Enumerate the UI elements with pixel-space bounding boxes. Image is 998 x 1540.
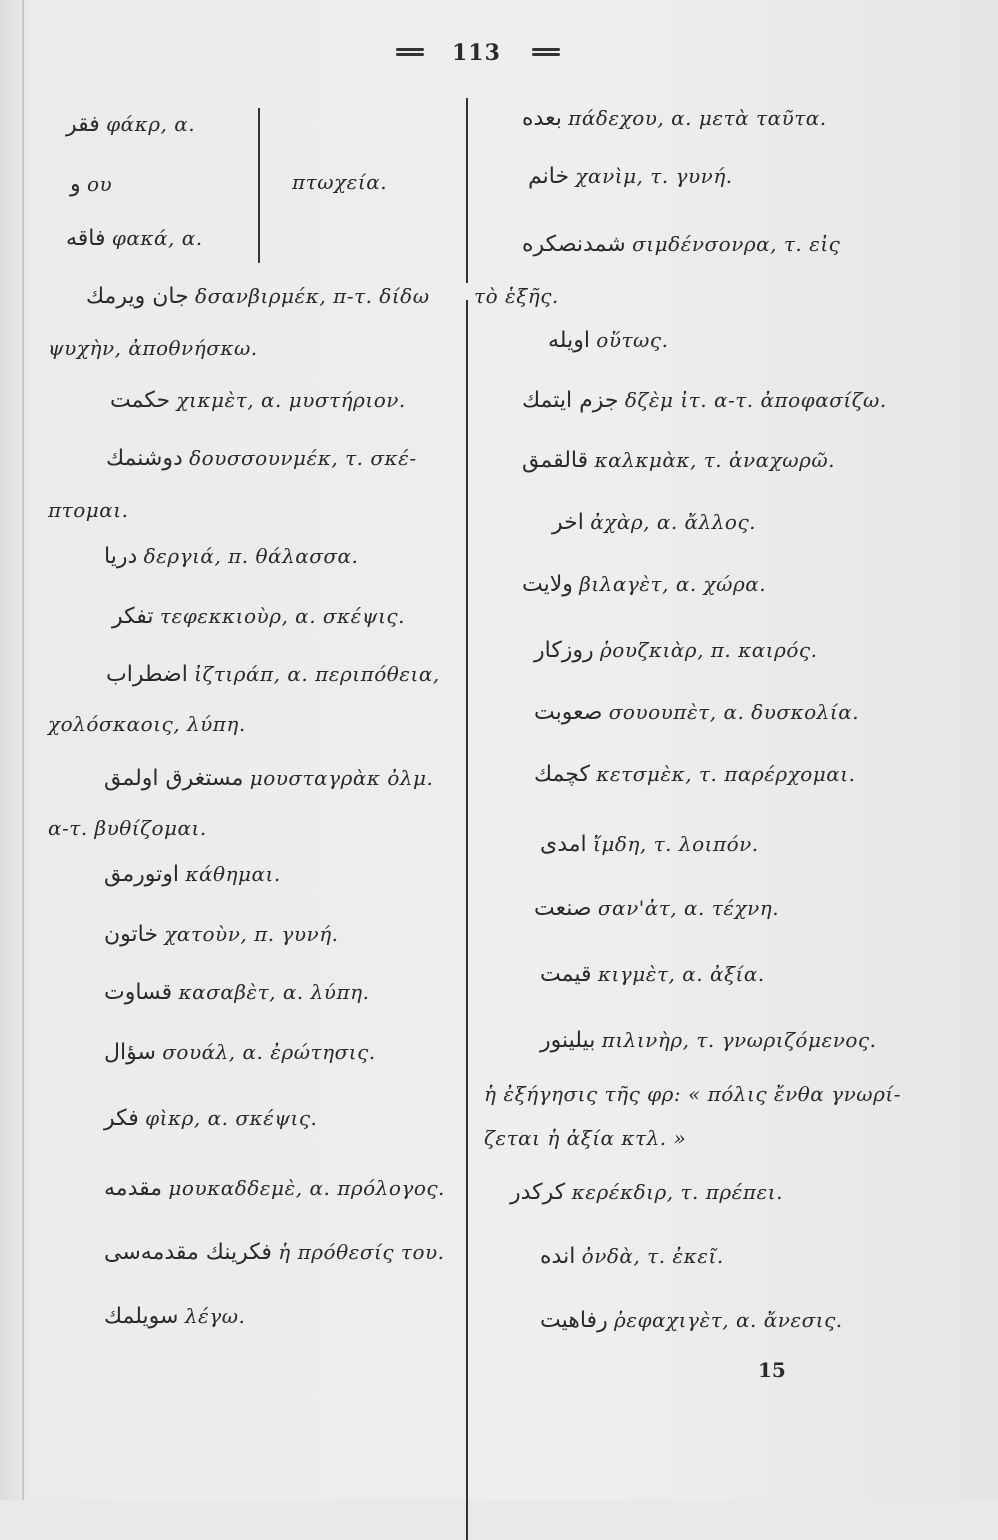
entry bbox=[66, 110, 195, 139]
entry bbox=[540, 1306, 843, 1335]
entry-greek: οὕτως. bbox=[596, 328, 669, 352]
entry-arabic: اوتورمق bbox=[104, 862, 179, 887]
entry-greek: ἡ ἐξήγησις τῆς φρ: « πόλις ἔνθα γνωρί- bbox=[484, 1082, 901, 1106]
entry bbox=[104, 764, 433, 793]
entry-arabic: فكر bbox=[104, 1106, 139, 1131]
entry-greek: κασαβὲτ, α. λύπη. bbox=[178, 980, 370, 1004]
entry bbox=[522, 446, 835, 475]
entry-greek: κερέκδιρ, τ. πρέπει. bbox=[571, 1180, 783, 1204]
signature-mark: 15 bbox=[758, 1358, 786, 1382]
entry bbox=[104, 1302, 245, 1331]
entry-arabic: فاقه bbox=[66, 226, 106, 251]
entry-greek: σουάλ, α. ἐρώτησις. bbox=[162, 1040, 376, 1064]
entry-greek: ἰζτιράπ, α. περιπόθεια, bbox=[194, 662, 440, 686]
entry bbox=[552, 508, 756, 537]
entry bbox=[48, 496, 128, 524]
entry bbox=[540, 830, 759, 859]
entry-greek: δουσσουνμέκ, τ. σκέ- bbox=[189, 446, 417, 470]
entry bbox=[104, 978, 369, 1007]
entry bbox=[48, 710, 246, 738]
entry-greek: ῥεφαχιγὲτ, α. ἄνεσις. bbox=[614, 1308, 843, 1332]
entry bbox=[534, 698, 859, 727]
column-divider bbox=[466, 98, 468, 283]
entry-arabic: بيلينور bbox=[540, 1028, 596, 1053]
entry-greek: πιλινὴρ, τ. γνωριζόμενος. bbox=[601, 1028, 877, 1052]
entry-arabic: و bbox=[70, 172, 81, 197]
entry-greek: κάθημαι. bbox=[185, 862, 281, 886]
entry bbox=[484, 1124, 686, 1152]
entry-greek: χατοὺν, π. γυνή. bbox=[164, 922, 339, 946]
entry-greek: χανὶμ, τ. γυνή. bbox=[575, 164, 733, 188]
entry-greek: χολόσκαοις, λύπη. bbox=[48, 712, 246, 736]
entry-arabic: اخر bbox=[552, 510, 584, 535]
entry-arabic: سؤال bbox=[104, 1040, 156, 1065]
entry bbox=[534, 636, 817, 665]
entry-greek: φακά, α. bbox=[111, 226, 203, 250]
entry bbox=[522, 104, 827, 133]
entry-greek: ἀχὰρ, α. ἄλλος. bbox=[590, 510, 756, 534]
entry-greek: μουσταγρὰκ ὀλμ. bbox=[249, 766, 434, 790]
column-divider bbox=[466, 300, 468, 1540]
entry bbox=[70, 170, 112, 199]
entry-arabic: امدی bbox=[540, 832, 587, 857]
entry-arabic: روزكار bbox=[534, 638, 594, 663]
entry-arabic: ولايت bbox=[522, 572, 573, 597]
entry bbox=[522, 386, 887, 415]
entry-greek: σιμδένσονρα, τ. εἰς bbox=[632, 232, 841, 256]
entry-greek: δζὲμ ἰτ. α-τ. ἀποφασίζω. bbox=[624, 388, 887, 412]
entry-arabic: مقدمه bbox=[104, 1176, 163, 1201]
ornament-left-icon bbox=[396, 46, 424, 58]
entry bbox=[110, 386, 406, 415]
entry-arabic: كركدر bbox=[510, 1180, 566, 1205]
entry-greek: δσανβιρμέκ, π-τ. δίδω bbox=[195, 284, 430, 308]
entry bbox=[112, 602, 405, 631]
entry bbox=[548, 326, 668, 355]
bracket-rule bbox=[258, 108, 260, 263]
entry-greek: ὀνδὰ, τ. ἐκεῖ. bbox=[581, 1244, 724, 1268]
entry-greek: α-τ. βυθίζομαι. bbox=[48, 816, 207, 840]
page-header bbox=[390, 38, 570, 72]
entry bbox=[484, 1080, 901, 1108]
entry-greek: σουουπὲτ, α. δυσκολία. bbox=[608, 700, 860, 724]
page-number: 113 bbox=[452, 40, 501, 66]
entry-arabic: دوشنمك bbox=[106, 446, 183, 471]
entry bbox=[104, 542, 358, 571]
entry-greek: βιλαγὲτ, α. χώρα. bbox=[579, 572, 767, 596]
entry-arabic: جان ويرمك bbox=[86, 284, 189, 309]
entry-greek: ζεται ἡ ἀξία κτλ. » bbox=[484, 1126, 687, 1150]
entry bbox=[522, 230, 840, 259]
entry-greek: σαν'ἀτ, α. τέχνη. bbox=[597, 896, 780, 920]
entry bbox=[104, 1238, 445, 1267]
entry-greek: ἡ πρόθεσίς του. bbox=[278, 1240, 445, 1264]
entry-arabic: انده bbox=[540, 1244, 576, 1269]
entry-arabic: صعوبت bbox=[534, 700, 603, 725]
entry bbox=[534, 760, 855, 789]
entry bbox=[104, 1104, 317, 1133]
entry-arabic: بعده bbox=[522, 106, 562, 131]
entry-greek: τεφεκκιοὺρ, α. σκέψις. bbox=[159, 604, 405, 628]
entry-greek: ου bbox=[86, 172, 113, 196]
entry-greek: χικμὲτ, α. μυστήριον. bbox=[176, 388, 406, 412]
entry bbox=[510, 1178, 783, 1207]
entry bbox=[522, 570, 766, 599]
entry bbox=[534, 894, 779, 923]
entry bbox=[48, 814, 207, 842]
entry-greek: ῥουζκιὰρ, π. καιρός. bbox=[600, 638, 818, 662]
entry-arabic: تفكر bbox=[112, 604, 154, 629]
entry-greek: πτομαι. bbox=[48, 498, 129, 522]
entry-arabic: شمدنصكره bbox=[522, 232, 626, 257]
entry bbox=[48, 334, 258, 362]
entry-arabic: فكرينك مقدمه‌سی bbox=[104, 1240, 272, 1265]
entry-arabic: حكمت bbox=[110, 388, 171, 413]
entry-greek: λέγω. bbox=[184, 1304, 246, 1328]
entry-arabic: جزم ايتمك bbox=[522, 388, 619, 413]
entry bbox=[104, 1038, 376, 1067]
entry-arabic: خانم bbox=[528, 164, 570, 189]
entry bbox=[106, 660, 440, 689]
entry-greek: τὸ ἑξῆς. bbox=[474, 284, 559, 308]
page-edge bbox=[22, 0, 24, 1500]
entry bbox=[66, 224, 203, 253]
entry bbox=[528, 162, 733, 191]
entry-greek: φὶκρ, α. σκέψις. bbox=[145, 1106, 318, 1130]
entry-arabic: فقر bbox=[66, 112, 100, 137]
entry bbox=[540, 1242, 724, 1271]
ornament-right-icon bbox=[532, 46, 560, 58]
entry-greek: ἴμδη, τ. λοιπόν. bbox=[593, 832, 759, 856]
entry-arabic: مستغرق اولمق bbox=[104, 766, 244, 791]
entry-greek: φάκρ, α. bbox=[106, 112, 196, 136]
entry-arabic: قيمت bbox=[540, 962, 592, 987]
entry bbox=[540, 1026, 876, 1055]
entry-greek: κιγμὲτ, α. ἀξία. bbox=[597, 962, 765, 986]
entry bbox=[104, 860, 281, 889]
entry-greek: ψυχὴν, ἀποθνήσκω. bbox=[48, 336, 258, 360]
entry-greek: πάδεχου, α. μετὰ ταῦτα. bbox=[568, 106, 827, 130]
entry-greek: κετσμὲκ, τ. παρέρχομαι. bbox=[596, 762, 856, 786]
entry-arabic: اويله bbox=[548, 328, 590, 353]
entry-arabic: كچمك bbox=[534, 762, 590, 787]
entry-arabic: قساوت bbox=[104, 980, 173, 1005]
entry-greek: δεργιά, π. θάλασσα. bbox=[143, 544, 359, 568]
entry-arabic: اضطراب bbox=[106, 662, 188, 687]
entry bbox=[474, 282, 559, 310]
entry bbox=[104, 920, 339, 949]
entry bbox=[106, 444, 417, 473]
entry-arabic: دريا bbox=[104, 544, 138, 569]
entry-greek: καλκμὰκ, τ. ἀναχωρῶ. bbox=[594, 448, 836, 472]
entry-arabic: قالقمق bbox=[522, 448, 589, 473]
entry-arabic: سويلمك bbox=[104, 1304, 179, 1329]
entry-greek: μουκαδδεμὲ, α. πρόλογος. bbox=[168, 1176, 445, 1200]
entry-arabic: رفاهيت bbox=[540, 1308, 608, 1333]
bracket-note: πτωχεία. bbox=[292, 170, 388, 194]
entry bbox=[86, 282, 430, 311]
entry bbox=[540, 960, 765, 989]
entry-arabic: خاتون bbox=[104, 922, 158, 947]
entry bbox=[104, 1174, 445, 1203]
entry-arabic: صنعت bbox=[534, 896, 592, 921]
